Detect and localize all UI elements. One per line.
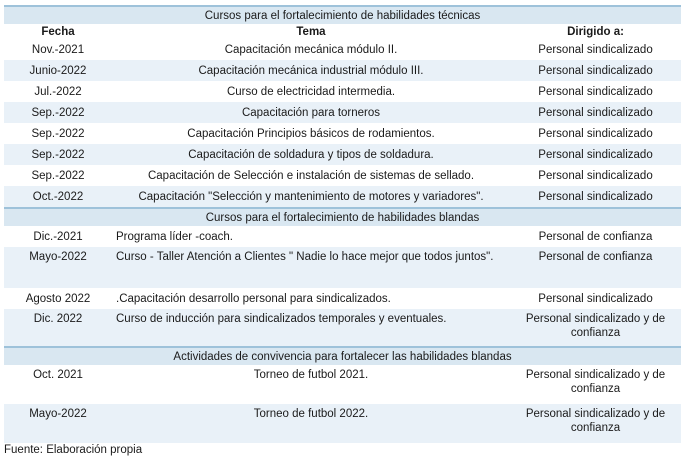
row-date: Sep.-2022 bbox=[4, 144, 112, 165]
source-note: Fuente: Elaboración propia bbox=[4, 444, 143, 456]
column-header-target: Dirigido a: bbox=[510, 24, 681, 39]
table-row bbox=[4, 39, 681, 60]
row-target: Personal sindicalizado y de confianza bbox=[525, 369, 666, 395]
row-target: Personal de confianza bbox=[510, 247, 681, 288]
row-topic: Torneo de futbol 2021. bbox=[253, 369, 369, 381]
row-topic: Torneo de futbol 2022. bbox=[112, 404, 510, 443]
row-topic: Capacitación Principios básicos de rodamientos. bbox=[187, 127, 435, 140]
section-header-activities bbox=[4, 347, 681, 365]
column-header-date: Fecha bbox=[4, 24, 112, 39]
table-row bbox=[4, 60, 681, 81]
training-table bbox=[4, 5, 681, 443]
row-target: Personal sindicalizado bbox=[538, 43, 653, 56]
row-date: Dic.-2021 bbox=[33, 230, 83, 243]
row-topic: Capacitación "Selección y mantenimiento de motores y variadores". bbox=[112, 186, 510, 208]
row-topic: Capacitación de soldadura y tipos de soldadura. bbox=[112, 144, 510, 165]
row-target: Personal sindicalizado bbox=[538, 127, 653, 140]
row-target: Personal sindicalizado bbox=[510, 186, 681, 208]
row-target: Personal sindicalizado y de confianza bbox=[510, 404, 681, 443]
row-target: Personal sindicalizado bbox=[538, 85, 653, 98]
row-date: Dic. 2022 bbox=[4, 309, 112, 347]
table-row bbox=[4, 102, 681, 123]
row-topic: Capacitación mecánica industrial módulo III. bbox=[112, 60, 510, 81]
row-target: Personal sindicalizado bbox=[510, 144, 681, 165]
row-topic: Capacitación mecánica módulo II. bbox=[224, 43, 398, 56]
row-target: Personal sindicalizado bbox=[510, 102, 681, 123]
table-row bbox=[4, 165, 681, 186]
row-date: Junio-2022 bbox=[4, 60, 112, 81]
table-row bbox=[4, 123, 681, 144]
row-topic: Curso de inducción para sindicalizados temporales y eventuales. bbox=[112, 309, 510, 347]
table-row bbox=[4, 309, 681, 347]
row-date: Agosto 2022 bbox=[25, 292, 91, 305]
section-header-technical bbox=[4, 6, 681, 24]
section-title: Cursos para el fortalecimiento de habilidades técnicas bbox=[4, 6, 681, 24]
row-topic: Capacitación de Selección e instalación de sistemas de sellado. bbox=[147, 169, 475, 182]
row-topic: Curso de electricidad intermedia. bbox=[226, 85, 396, 98]
row-date: Sep.-2022 bbox=[31, 169, 85, 182]
section-header-soft-skills bbox=[4, 208, 681, 226]
row-date: Mayo-2022 bbox=[4, 247, 112, 288]
column-header-topic: Tema bbox=[112, 24, 510, 39]
section-title: Cursos para el fortalecimiento de habilidades blandas bbox=[4, 208, 681, 226]
column-headers bbox=[4, 24, 681, 39]
row-target: Personal sindicalizado bbox=[538, 292, 653, 305]
row-topic: Programa líder -coach. bbox=[116, 230, 233, 243]
row-target: Personal sindicalizado bbox=[538, 169, 653, 182]
table-row bbox=[4, 247, 681, 288]
row-date: Sep.-2022 bbox=[4, 102, 112, 123]
row-date: Oct.-2022 bbox=[4, 186, 112, 208]
row-date: Jul.-2022 bbox=[34, 85, 82, 98]
row-topic: Curso - Taller Atención a Clientes " Nadie lo hace mejor que todos juntos". bbox=[112, 247, 510, 288]
table-row bbox=[4, 288, 681, 309]
row-date: Mayo-2022 bbox=[4, 404, 112, 443]
section-title: Actividades de convivencia para fortalecer las habilidades blandas bbox=[4, 347, 681, 365]
row-target: Personal sindicalizado bbox=[510, 60, 681, 81]
table-row bbox=[4, 186, 681, 208]
row-target: Personal sindicalizado y de confianza bbox=[510, 309, 681, 347]
row-date: Nov.-2021 bbox=[31, 43, 85, 56]
table-row bbox=[4, 144, 681, 165]
table-row bbox=[4, 81, 681, 102]
row-topic: Capacitación para torneros bbox=[112, 102, 510, 123]
table-row bbox=[4, 226, 681, 247]
row-date: Oct. 2021 bbox=[33, 369, 83, 381]
row-target: Personal de confianza bbox=[538, 230, 653, 243]
row-topic: .Capacitación desarrollo personal para sindicalizados. bbox=[116, 292, 391, 305]
table-row bbox=[4, 365, 681, 404]
row-date: Sep.-2022 bbox=[31, 127, 85, 140]
table-row bbox=[4, 404, 681, 443]
